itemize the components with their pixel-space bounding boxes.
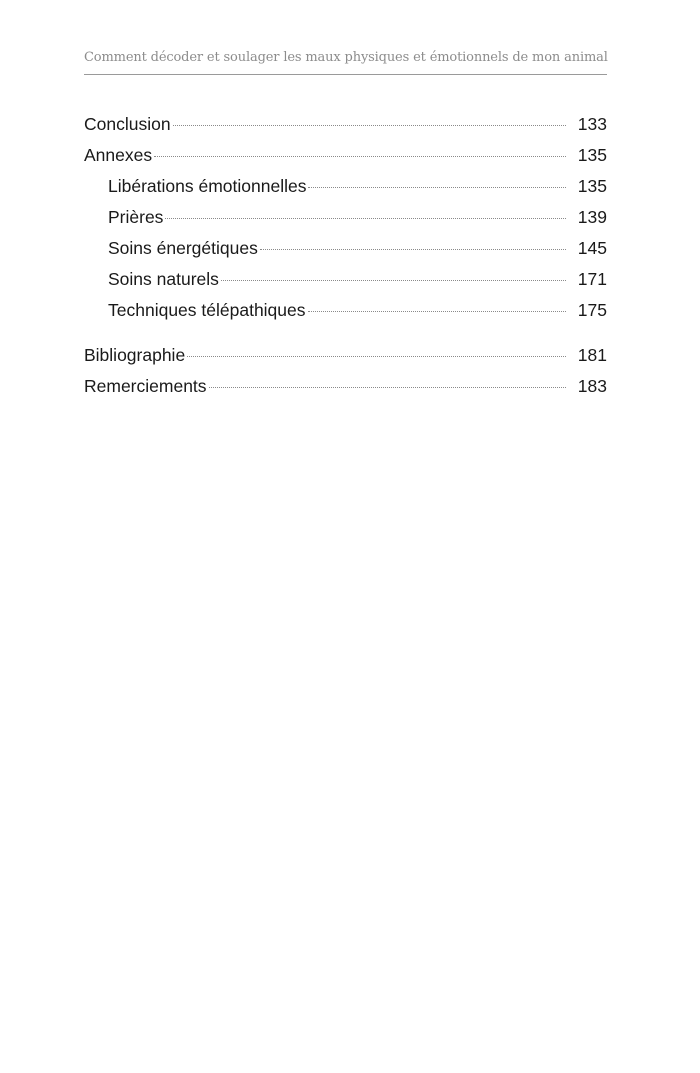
toc-entry-page-number: 145 bbox=[577, 238, 607, 258]
running-header: Comment décoder et soulager les maux physiques et émotionnels de mon animal bbox=[84, 48, 607, 75]
toc-entry-annexes[interactable] bbox=[84, 142, 607, 173]
toc-entry-techniques-telepathiques[interactable] bbox=[84, 297, 607, 328]
table-of-contents bbox=[84, 111, 607, 404]
toc-entry-page-number: 133 bbox=[577, 114, 607, 134]
toc-entry-liberations-emotionnelles[interactable] bbox=[84, 173, 607, 204]
toc-entry-page-number: 139 bbox=[577, 207, 607, 227]
dot-leader bbox=[187, 356, 566, 357]
dot-leader bbox=[154, 156, 566, 157]
dot-leader bbox=[165, 218, 565, 219]
dot-leader bbox=[221, 280, 566, 281]
toc-entry-page-number: 181 bbox=[577, 345, 607, 365]
toc-entry-title: Libérations émotionnelles bbox=[108, 176, 307, 196]
toc-entry-page-number: 183 bbox=[577, 376, 607, 396]
toc-entry-soins-energetiques[interactable] bbox=[84, 235, 607, 266]
toc-entry-page-number: 171 bbox=[577, 269, 607, 289]
toc-entry-bibliographie[interactable] bbox=[84, 342, 607, 373]
dot-leader bbox=[308, 187, 565, 188]
dot-leader bbox=[308, 311, 566, 312]
toc-entry-title: Bibliographie bbox=[84, 345, 186, 365]
toc-entry-title: Soins naturels bbox=[108, 269, 219, 289]
toc-entry-title: Remerciements bbox=[84, 376, 207, 396]
toc-entry-title: Conclusion bbox=[84, 114, 171, 134]
toc-entry-title: Techniques télépathiques bbox=[108, 300, 306, 320]
toc-entry-page-number: 175 bbox=[577, 300, 607, 320]
toc-entry-page-number: 135 bbox=[577, 176, 607, 196]
toc-entry-title: Soins énergétiques bbox=[108, 238, 258, 258]
toc-entry-page-number: 135 bbox=[577, 145, 607, 165]
toc-entry-title: Annexes bbox=[84, 145, 153, 165]
toc-entry-prieres[interactable] bbox=[84, 204, 607, 235]
toc-entry-conclusion[interactable] bbox=[84, 111, 607, 142]
toc-entry-remerciements[interactable] bbox=[84, 373, 607, 404]
toc-entry-soins-naturels[interactable] bbox=[84, 266, 607, 297]
dot-leader bbox=[173, 125, 566, 126]
toc-entry-title: Prières bbox=[108, 207, 164, 227]
dot-leader bbox=[209, 387, 566, 388]
dot-leader bbox=[260, 249, 566, 250]
